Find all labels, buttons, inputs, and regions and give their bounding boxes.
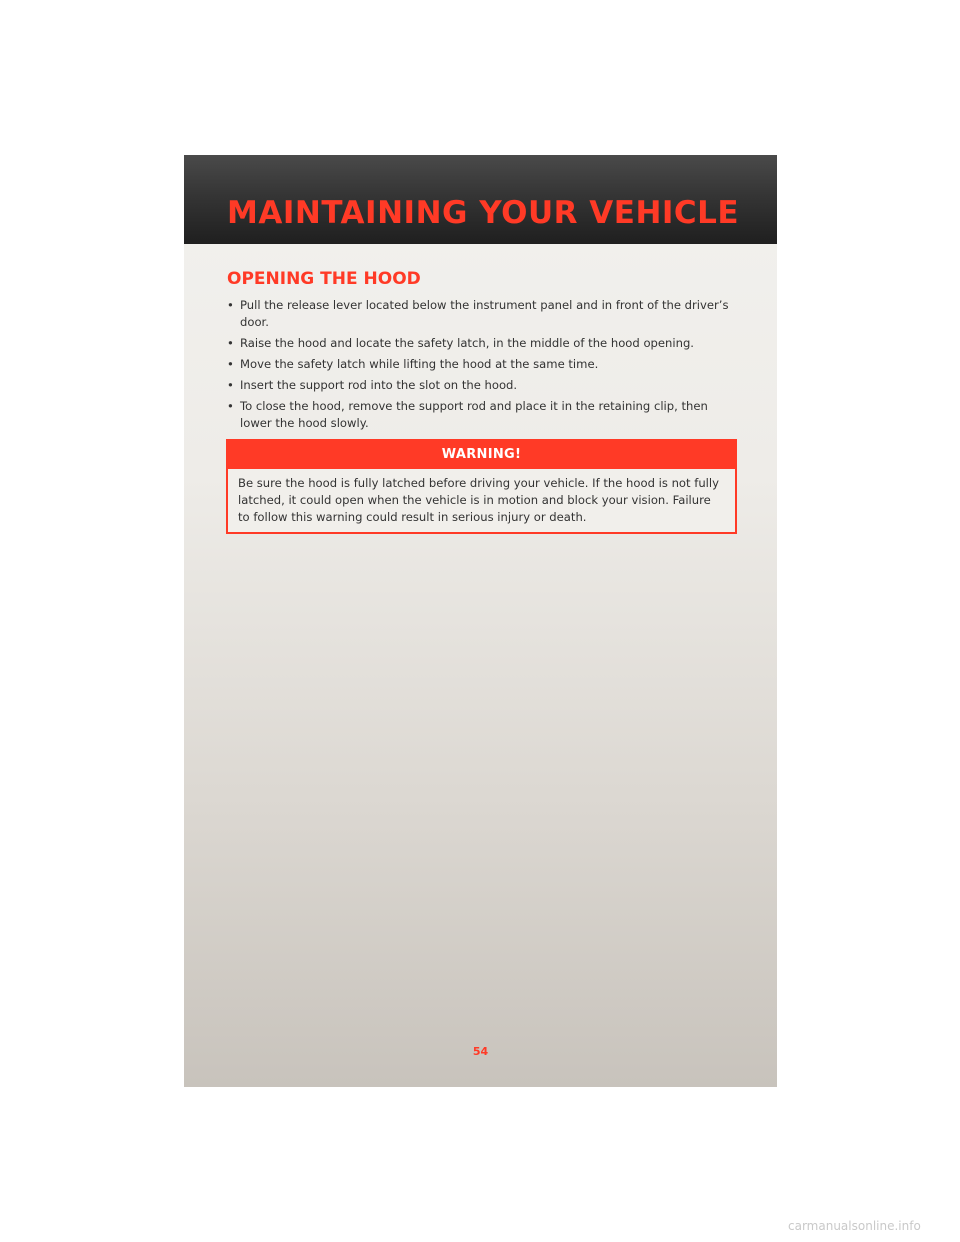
site-watermark: carmanualsonline.info	[788, 1219, 921, 1233]
list-item-text: To close the hood, remove the support rod and place it in the retaining clip, then lower the hood slowly.	[240, 399, 708, 430]
instruction-list	[227, 297, 737, 436]
list-item-text: Move the safety latch while lifting the hood at the same time.	[240, 357, 599, 371]
warning-title: WARNING!	[228, 441, 735, 469]
warning-box	[226, 439, 737, 534]
list-item	[227, 398, 737, 432]
warning-text: Be sure the hood is fully latched before driving your vehicle. If the hood is not fully latched, it could open when the vehicle is in motion and block your vision. Failure to follow this warning could result in serious injury or death.	[238, 476, 719, 524]
chapter-title: MAINTAINING YOUR VEHICLE	[227, 195, 740, 231]
bullet-icon: •	[227, 298, 234, 312]
bullet-icon: •	[227, 357, 234, 371]
bullet-icon: •	[227, 336, 234, 350]
bullet-icon: •	[227, 378, 234, 392]
list-item-text: Raise the hood and locate the safety latch, in the middle of the hood opening.	[240, 336, 694, 350]
list-item	[227, 377, 737, 394]
list-item	[227, 335, 737, 352]
list-item	[227, 297, 737, 331]
chapter-header	[184, 155, 777, 244]
list-item-text: Insert the support rod into the slot on the hood.	[240, 378, 518, 392]
list-item	[227, 356, 737, 373]
section-title: OPENING THE HOOD	[227, 269, 421, 289]
manual-page	[184, 155, 777, 1087]
page-number: 54	[472, 1045, 489, 1058]
bullet-icon: •	[227, 399, 234, 413]
list-item-text: Pull the release lever located below the instrument panel and in front of the driver’s door.	[240, 298, 729, 329]
